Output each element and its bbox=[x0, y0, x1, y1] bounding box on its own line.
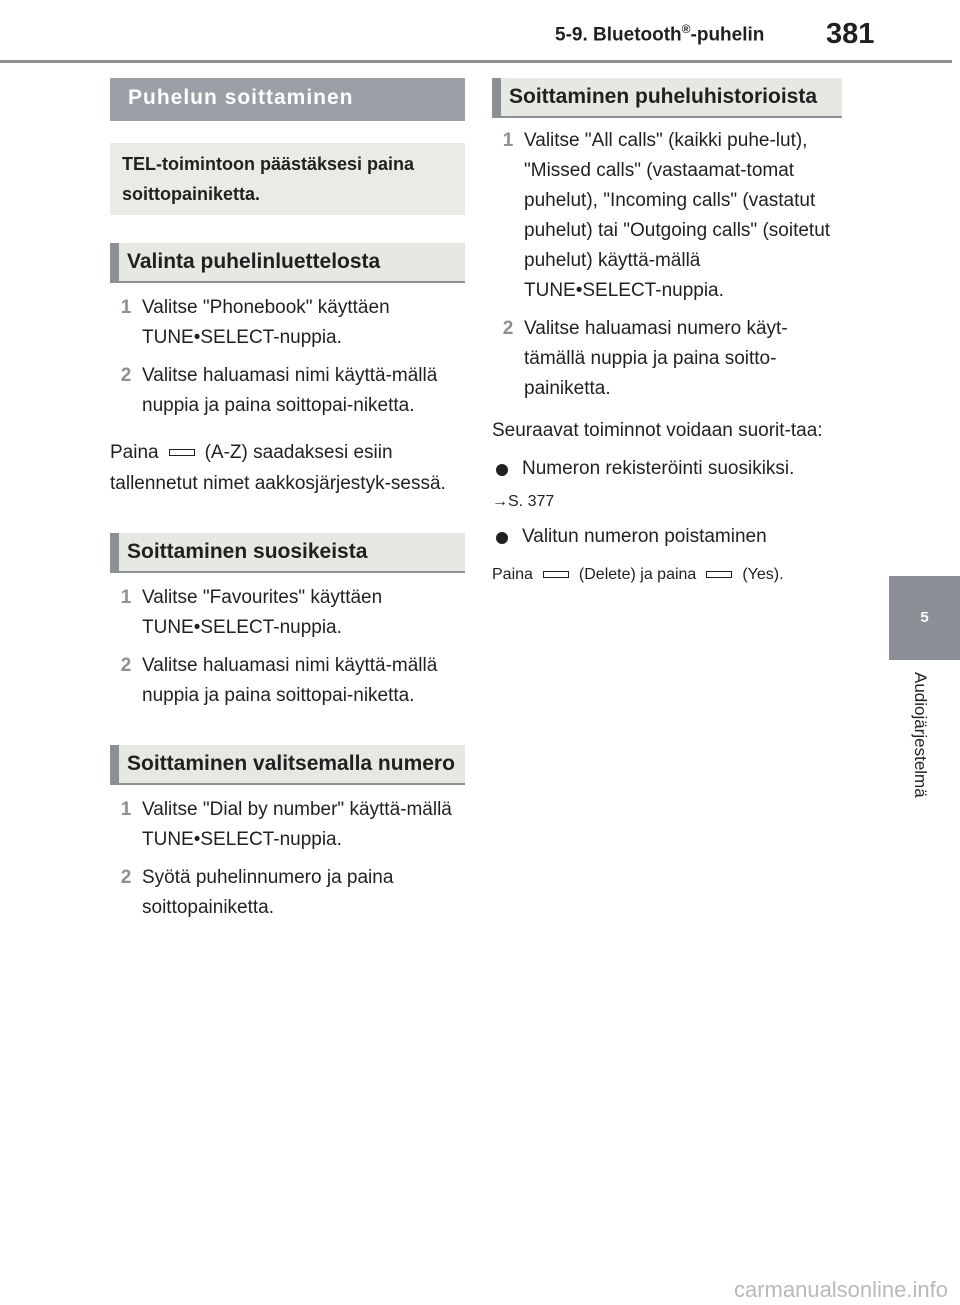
step-text: Valitse haluamasi nimi käyttä-mällä nuppia ja paina soittopai-niketta. bbox=[142, 365, 438, 416]
step-text: Valitse "Favourites" käyttäen TUNE•SELECT-nuppia. bbox=[142, 587, 383, 638]
screen-button-icon bbox=[169, 449, 195, 456]
registered-mark: ® bbox=[681, 22, 691, 36]
dial-steps bbox=[110, 795, 465, 923]
screen-button-icon bbox=[706, 571, 732, 578]
page-reference-text: S. 377 bbox=[508, 493, 555, 510]
watermark: carmanualsonline.info bbox=[733, 1277, 948, 1302]
list-item bbox=[492, 314, 847, 404]
right-column bbox=[492, 78, 847, 590]
bullet-text: Numeron rekisteröinti suosikiksi. bbox=[522, 458, 795, 479]
note-text: (Yes). bbox=[742, 566, 784, 583]
bullet-text: Valitun numeron poistaminen bbox=[522, 526, 767, 547]
bullet-item bbox=[492, 454, 847, 484]
step-number: 2 bbox=[120, 365, 132, 386]
step-number: 2 bbox=[502, 318, 514, 339]
step-text: Valitse "All calls" (kaikki puhe-lut), "Missed calls" (vastaamat-tomat puhelut), "Incoming calls" (vastatut puhelut) tai "Outgoing calls" (soitetut puhelut) käyttä-mällä TUNE•SELECT-nuppia. bbox=[524, 130, 831, 301]
callout-box: TEL-toimintoon päästäksesi paina soittopainiketta. bbox=[110, 143, 465, 215]
step-text: Valitse haluamasi nimi käyttä-mällä nuppia ja paina soittopai-niketta. bbox=[142, 655, 438, 706]
step-number: 2 bbox=[120, 655, 132, 676]
history-heading: Soittaminen puheluhistorioista bbox=[492, 78, 842, 118]
history-steps bbox=[492, 126, 847, 404]
section-title-text: 5-9. Bluetooth bbox=[555, 24, 682, 46]
phonebook-note bbox=[110, 437, 465, 499]
screen-button-icon bbox=[543, 571, 569, 578]
left-column bbox=[110, 78, 465, 923]
list-item bbox=[110, 651, 465, 711]
note-text: (Delete) ja paina bbox=[578, 566, 697, 583]
section-title bbox=[555, 22, 764, 46]
step-text: Syötä puhelinnumero ja paina soittopainiketta. bbox=[142, 867, 394, 918]
list-item bbox=[492, 126, 847, 306]
phonebook-heading: Valinta puhelinluettelosta bbox=[110, 243, 465, 283]
step-number: 1 bbox=[120, 587, 132, 608]
page-number: 381 bbox=[826, 18, 875, 50]
favourites-heading: Soittaminen suosikeista bbox=[110, 533, 465, 573]
section-title-suffix: -puhelin bbox=[690, 24, 765, 46]
step-text: Valitse haluamasi numero käyt-tämällä nuppia ja paina soitto-painiketta. bbox=[524, 318, 788, 399]
step-number: 1 bbox=[120, 297, 132, 318]
delete-note bbox=[492, 560, 847, 590]
list-item bbox=[110, 583, 465, 643]
step-text: Valitse "Dial by number" käyttä-mällä TUNE•SELECT-nuppia. bbox=[142, 799, 452, 850]
list-item bbox=[110, 293, 465, 353]
list-item bbox=[110, 863, 465, 923]
note-text: (A-Z) saadaksesi esiin tallennetut nimet aakkosjärjestyk-sessä. bbox=[110, 442, 446, 494]
bullet-item bbox=[492, 522, 847, 552]
phonebook-steps bbox=[110, 293, 465, 421]
note-text: Paina bbox=[492, 566, 533, 583]
page-header bbox=[0, 0, 960, 62]
history-intro: Seuraavat toiminnot voidaan suorit-taa: bbox=[492, 420, 823, 441]
step-number: 1 bbox=[120, 799, 132, 820]
page-reference bbox=[492, 490, 847, 514]
favourites-steps bbox=[110, 583, 465, 711]
list-item bbox=[110, 361, 465, 421]
list-item bbox=[110, 795, 465, 855]
bullet-icon bbox=[496, 464, 508, 476]
bullet-icon bbox=[496, 532, 508, 544]
step-number: 2 bbox=[120, 867, 132, 888]
note-text: Paina bbox=[110, 442, 159, 463]
arrow-icon: → bbox=[492, 493, 508, 510]
step-text: Valitse "Phonebook" käyttäen TUNE•SELECT-nuppia. bbox=[142, 297, 390, 348]
header-divider bbox=[0, 60, 952, 63]
step-number: 1 bbox=[502, 130, 514, 151]
main-heading: Puhelun soittaminen bbox=[110, 78, 465, 121]
chapter-label: Audiojärjestelmä bbox=[911, 672, 930, 798]
chapter-tab: 5 bbox=[889, 576, 960, 660]
dial-heading: Soittaminen valitsemalla numero bbox=[110, 745, 465, 785]
